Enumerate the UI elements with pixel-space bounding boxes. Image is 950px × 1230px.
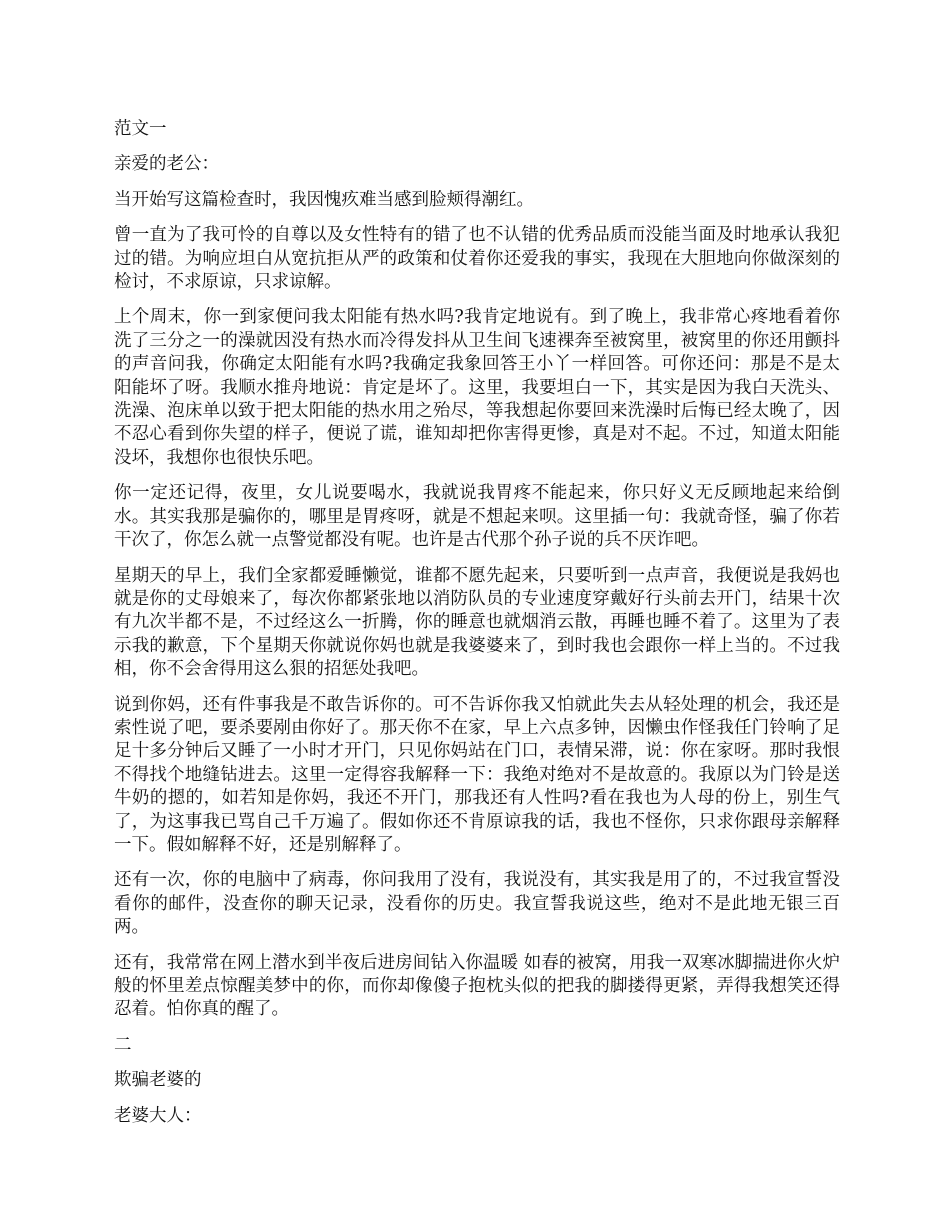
paragraph-night-water: 你一定还记得，夜里，女儿说要喝水，我就说我胃疼不能起来，你只好义无反顾地起来给倒水。其实我那是骗你的，哪里是胃疼呀，就是不想起来呗。这里插一句：我就奇怪，骗了你若干次了，你怎么就一点警觉都没有呢。也许是古代那个孙子说的兵不厌诈吧。: [114, 483, 840, 551]
section-subtitle: 欺骗老婆的: [114, 1070, 202, 1091]
paragraph-intro: 曾一直为了我可怜的自尊以及女性特有的错了也不认错的优秀品质而没能当面及时地承认我犯过的错。为响应坦白从宽抗拒从严的政策和仗着你还爱我的事实，我现在大胆地向你做深刻的检讨，不求原谅，只求谅解。: [114, 225, 840, 293]
salutation-second: 老婆大人：: [114, 1105, 202, 1126]
paragraph-solar-heater: 上个周末，你一到家便问我太阳能有热水吗?我肯定地说有。到了晚上，我非常心疼地看着你洗了三分之一的澡就因没有热水而冷得发抖从卫生间飞速裸奔至被窝里，被窝里的你还用颤抖的声音问我，你确定太阳能有水吗?我确定我象回答王小丫一样回答。可你还问：那是不是太阳能坏了呀。我顺水推舟地说：肯定是坏了。这里，我要坦白一下，其实是因为我白天洗头、洗澡、泡床单以致于把太阳能的热水用之殆尽，等我想起你要回来洗澡时后悔已经太晚了，因不忍心看到你失望的样子，便说了谎，谁知却把你害得更惨，真是对不起。不过，知道太阳能没坏，我想你也很快乐吧。: [114, 307, 840, 468]
section-number: 二: [114, 1034, 132, 1055]
paragraph-opening: 当开始写这篇检查时，我因愧疚难当感到脸颊得潮红。: [114, 189, 534, 210]
section-title: 范文一: [114, 119, 167, 139]
paragraph-mother-in-law: 说到你妈，还有件事我是不敢告诉你的。可不告诉你我又怕就此失去从轻处理的机会，我还是索性说了吧，要杀要剐由你好了。那天你不在家，早上六点多钟，因懒虫作怪我任门铃响了足足十多分钟后又睡了一小时才开门，只见你妈站在门口，表情呆滞，说：你在家呀。那时我恨不得找个地缝钻进去。这里一定得容我解释一下：我绝对绝对不是故意的。我原以为门铃是送牛奶的摁的，如若知是你妈，我还不开门，那我还有人性吗?看在我也为人母的份上，别生气了，为这事我已骂自己千万遍了。假如你还不肯原谅我的话，我也不怪你，只求你跟母亲解释一下。假如解释不好，还是别解释了。: [114, 694, 840, 855]
salutation: 亲爱的老公：: [114, 154, 219, 175]
paragraph-sunday-morning: 星期天的早上，我们全家都爱睡懒觉，谁都不愿先起来，只要听到一点声音，我便说是我妈也就是你的丈母娘来了，每次你都紧张地以消防队员的专业速度穿戴好行头前去开门，结果十次有九次半都不是，不过经这么一折腾，你的睡意也就烟消云散，再睡也睡不着了。这里为了表示我的歉意，下个星期天你就说你妈也就是我婆婆来了，到时我也会跟你一样上当的。不过我相，你不会舍得用这么狠的招惩处我吧。: [114, 565, 840, 680]
document-page: [114, 118, 840, 1140]
paragraph-late-night: 还有，我常常在网上潜水到半夜后进房间钻入你温暖 如春的被窝，用我一双寒冰脚揣进你火炉般的怀里差点惊醒美梦中的你，而你却像傻子抱枕头似的把我的脚搂得更紧，弄得我想笑还得忍着。怕你真的醒了。: [114, 952, 840, 1020]
paragraph-computer-virus: 还有一次，你的电脑中了病毒，你问我用了没有，我说没有，其实我是用了的，不过我宣誓没看你的邮件，没查你的聊天记录，没看你的历史。我宣誓我说这些，绝对不是此地无银三百两。: [114, 870, 840, 938]
